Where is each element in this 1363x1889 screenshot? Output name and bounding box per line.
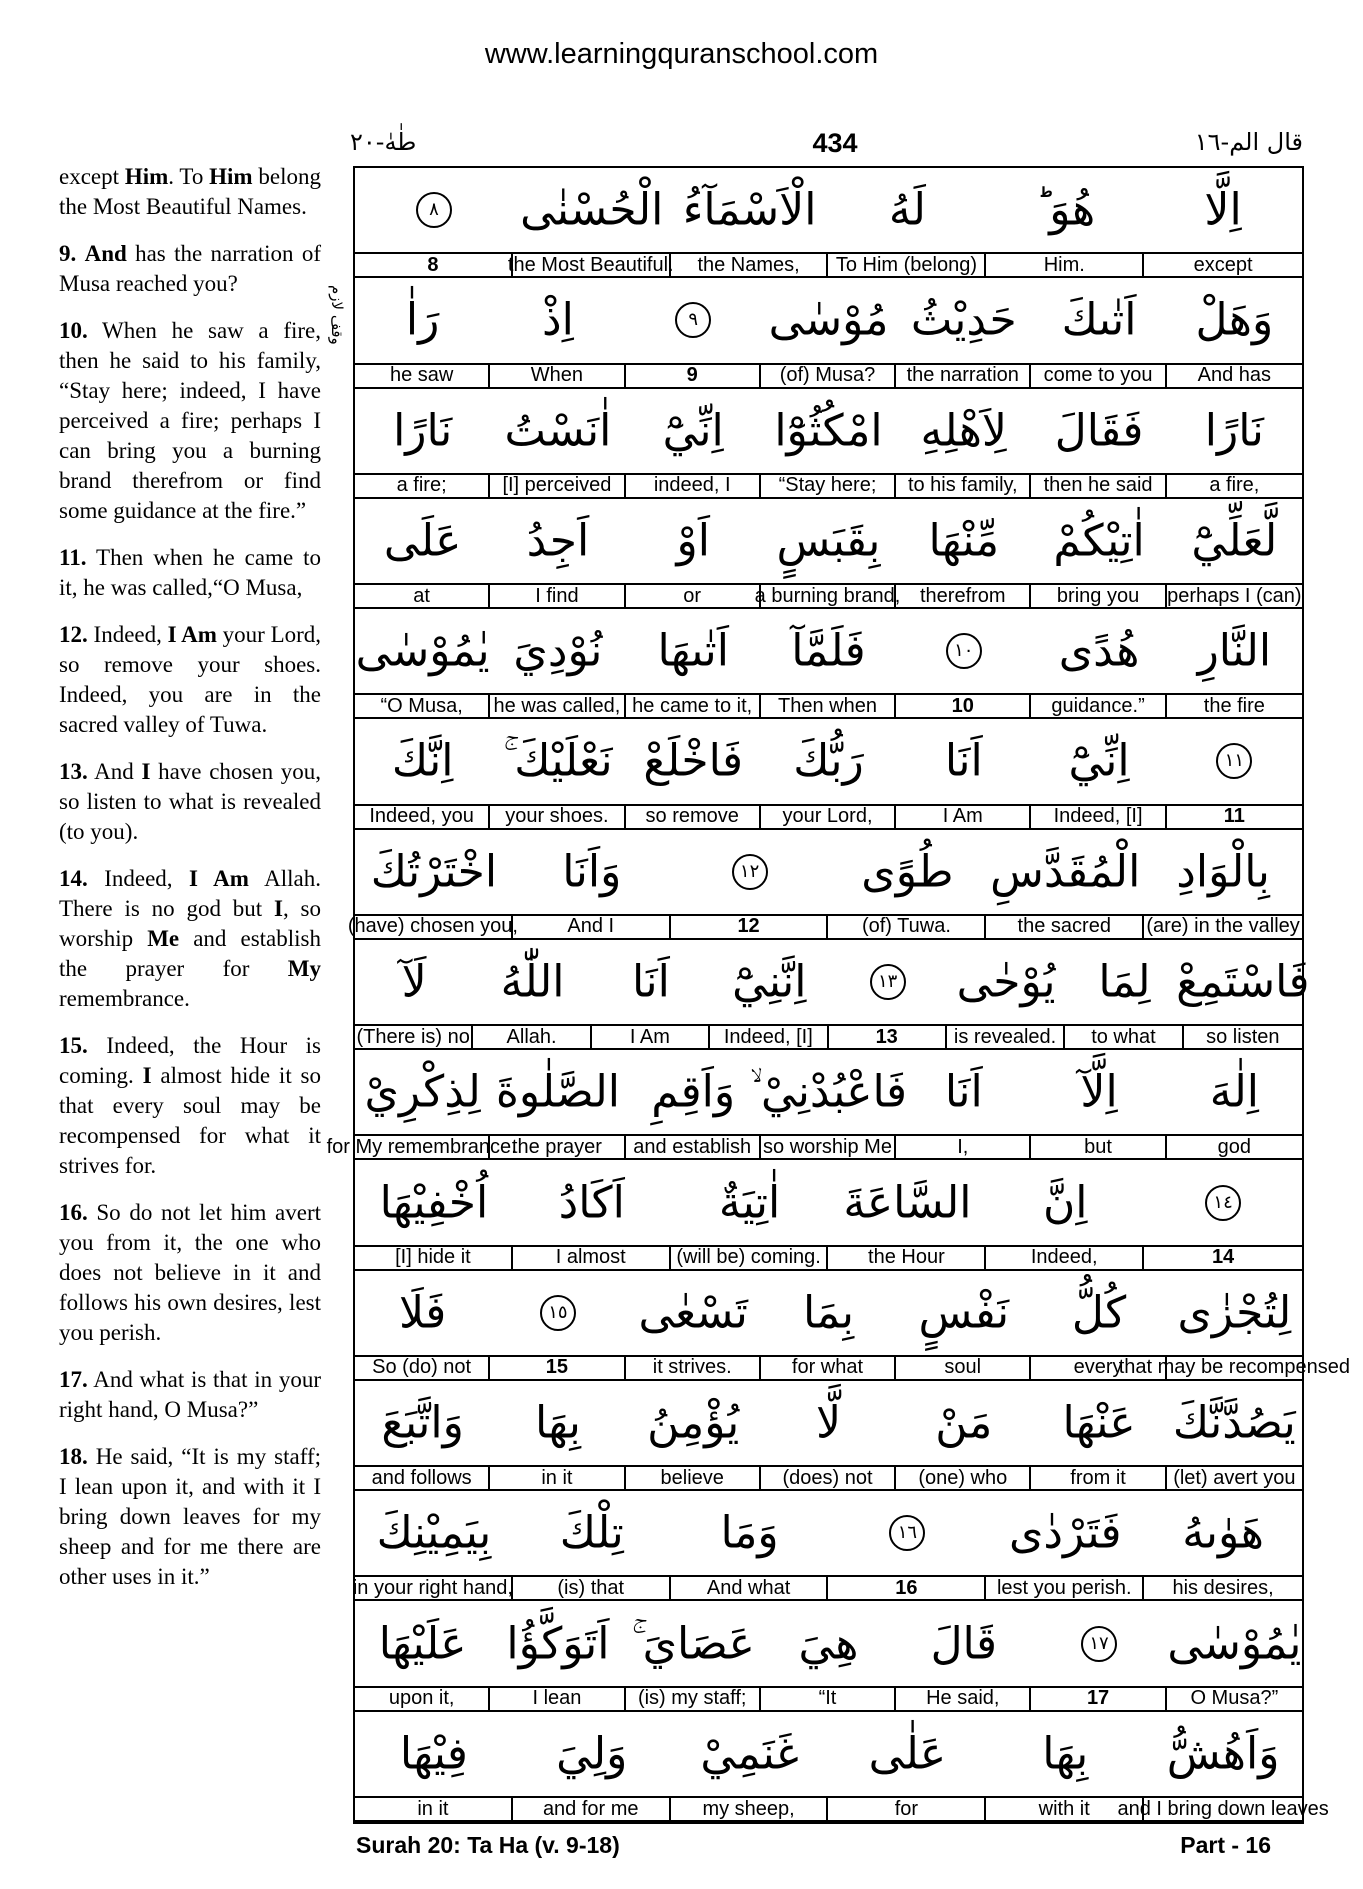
- arabic-word: فَتَرْدٰى: [1008, 1507, 1122, 1559]
- verse-marker: ١٧: [1081, 1626, 1117, 1662]
- arabic-word: يٰمُوْسٰى: [355, 625, 490, 677]
- arabic-word: يُوْحٰى: [956, 956, 1056, 1008]
- translation-text: , so worship: [59, 896, 322, 951]
- arabic-word: فَقَالَ: [1054, 405, 1144, 457]
- translation-text: and establish the prayer for: [59, 926, 321, 981]
- arabic-word: عَلٰى: [868, 1728, 947, 1780]
- arabic-word: اَكَادُ: [558, 1177, 625, 1229]
- arabic-word: نَارًا: [1204, 405, 1264, 457]
- arabic-word: لِذِكْرِيْ: [364, 1066, 481, 1118]
- english-word: the narration: [896, 365, 1031, 387]
- translation-text: Him: [209, 164, 253, 189]
- arabic-word: وَاَنَا: [562, 846, 622, 898]
- arabic-row: [355, 168, 1302, 254]
- english-row: [352, 1576, 1302, 1601]
- arabic-word: فَاخْلَعْ: [643, 735, 744, 787]
- arabic-word: اِلٰهَ: [1209, 1066, 1259, 1118]
- arabic-word: اِلَّآ: [1080, 1066, 1118, 1118]
- english-row: [355, 254, 1302, 278]
- verse-number: 13.: [59, 759, 88, 784]
- arabic-word: يٰمُوْسٰى: [1167, 1618, 1302, 1670]
- arabic-word: اَتٰىهَا: [657, 625, 729, 677]
- translation-text: My: [287, 956, 321, 981]
- english-word: and establish: [626, 1136, 761, 1158]
- english-word: indeed, I: [626, 475, 761, 497]
- translation-text: And: [84, 241, 127, 266]
- arabic-word: عَلَى: [383, 515, 462, 567]
- translation-verse: [59, 239, 321, 299]
- english-word: come to you: [1031, 365, 1166, 387]
- verse-number: 16.: [59, 1200, 88, 1225]
- english-word: in it: [490, 1467, 625, 1489]
- arabic-word: لَآ: [401, 956, 427, 1008]
- translation-verse: [59, 1442, 321, 1592]
- english-word: he was called,: [490, 695, 625, 717]
- english-word: with it: [986, 1798, 1144, 1820]
- translation-text: . To: [168, 164, 210, 189]
- translation-text: Me: [147, 926, 180, 951]
- translation-text: Then when he came to it, he was called,“O Musa,: [59, 545, 321, 600]
- english-word: So (do) not: [355, 1357, 490, 1379]
- english-row: [355, 1688, 1302, 1712]
- translation-text: I: [274, 896, 283, 921]
- translation-text: your Lord, so remove your shoes. Indeed, you are in the sacred valley of Tuwa.: [59, 622, 322, 737]
- arabic-word: هِيَ: [798, 1618, 859, 1670]
- arabic-word: هُوَ ؕ: [1035, 184, 1096, 236]
- english-word: [I] perceived: [490, 475, 625, 497]
- arabic-row: [355, 830, 1302, 916]
- verse-marker: ٩: [675, 302, 711, 338]
- translation-text: remembrance.: [59, 986, 190, 1011]
- arabic-word: اَنَا: [631, 956, 670, 1008]
- translation-verse: [59, 162, 321, 222]
- arabic-word: وَاَقِمِ: [651, 1066, 736, 1118]
- english-word: (of) Tuwa.: [829, 916, 987, 938]
- english-word: I almost: [513, 1247, 671, 1269]
- arabic-word: اَنَا: [944, 1066, 983, 1118]
- arabic-word: تَسْعٰى: [638, 1287, 748, 1339]
- translation-verse: [59, 1031, 321, 1181]
- translation-text: I Am: [189, 866, 249, 891]
- translation-text: I: [142, 1063, 152, 1088]
- arabic-word: اَجِدُ: [526, 515, 590, 567]
- english-word: (are) in the valley: [1146, 915, 1300, 938]
- arabic-word: عَنْهَا: [1062, 1397, 1136, 1449]
- arabic-word: اَوْ: [676, 515, 710, 567]
- header-surah: طٰهٰ-٢٠: [350, 128, 417, 156]
- english-row: [355, 475, 1302, 499]
- translation-verse: [59, 1365, 321, 1425]
- arabic-word: اللّٰهُ: [500, 956, 565, 1008]
- translation-text: I: [141, 759, 151, 784]
- english-word: at: [355, 585, 490, 607]
- arabic-word: تِلْكَ: [559, 1507, 624, 1559]
- english-word: Indeed, you: [355, 806, 490, 828]
- arabic-word: اَنَا: [944, 735, 983, 787]
- arabic-row: [355, 1712, 1302, 1798]
- english-word: in it: [355, 1798, 513, 1820]
- english-word: I Am: [896, 806, 1031, 828]
- verse-marker: ١٤: [1205, 1185, 1241, 1221]
- english-row: [355, 806, 1302, 830]
- english-word: it strives.: [626, 1357, 761, 1379]
- english-word: in your right hand,: [352, 1576, 513, 1599]
- translation-text: He said, “It is my staff; I lean upon it, and with it I bring down leaves for my sheep and for me there are other uses in it.”: [59, 1444, 321, 1589]
- english-word: Then when: [761, 695, 896, 717]
- arabic-word: الْحُسْنٰى: [520, 184, 664, 236]
- arabic-word: اَتَوَكَّؤُا: [506, 1618, 610, 1670]
- footer-part: Part - 16: [1180, 1832, 1271, 1858]
- arabic-word: نَفْسٍ: [918, 1287, 1010, 1339]
- translation-verse: [59, 864, 321, 1014]
- english-word: to what: [1065, 1026, 1183, 1048]
- verse-marker: ١٦: [889, 1515, 925, 1551]
- verse-number-cell: 13: [829, 1026, 947, 1048]
- english-word: O Musa?”: [1190, 1687, 1279, 1710]
- arabic-row: [355, 278, 1302, 364]
- english-word: a fire,: [1209, 474, 1260, 497]
- verse-number-cell: 15: [490, 1357, 625, 1379]
- verse-number-cell: 8: [355, 254, 513, 276]
- translation-text: Indeed,: [93, 622, 168, 647]
- english-word: I,: [896, 1136, 1031, 1158]
- header-part: قال الم-١٦: [1194, 128, 1303, 156]
- arabic-row: [355, 1601, 1302, 1687]
- english-word: (one) who: [896, 1467, 1031, 1489]
- english-word: (have) chosen you,: [347, 915, 518, 938]
- arabic-word: اِلَّا: [1204, 184, 1242, 236]
- english-word: the Hour: [829, 1247, 987, 1269]
- english-word: To Him (belong): [829, 254, 987, 276]
- translation-text: And what is that in your right hand, O Musa?”: [59, 1367, 321, 1422]
- english-word: And I: [513, 916, 671, 938]
- english-word: and I bring down leaves: [1117, 1797, 1329, 1820]
- arabic-word: طُوًى: [861, 846, 954, 898]
- english-word: believe: [626, 1467, 761, 1489]
- arabic-word: بِقَبَسٍ: [776, 515, 881, 567]
- english-row: [355, 695, 1302, 719]
- english-word: (is) my staff;: [626, 1688, 761, 1710]
- arabic-row: [355, 940, 1310, 1026]
- arabic-row: [355, 1050, 1302, 1136]
- english-word: your Lord,: [761, 806, 896, 828]
- verse-marker: ١٥: [540, 1295, 576, 1331]
- arabic-word: اٰتِيَةٌ: [718, 1177, 781, 1229]
- english-word: I find: [490, 585, 625, 607]
- arabic-word: كُلُّ: [1071, 1287, 1127, 1339]
- arabic-word: لِمَا: [1098, 956, 1151, 1008]
- arabic-word: غَنَمِيْ: [700, 1728, 799, 1780]
- arabic-word: عَلَيْهَا: [378, 1618, 467, 1670]
- english-word: “It: [761, 1688, 896, 1710]
- english-word: “Stay here;: [761, 475, 896, 497]
- english-word: and follows: [355, 1467, 490, 1489]
- arabic-word: قَالَ: [930, 1618, 997, 1670]
- english-word: the fire: [1203, 694, 1265, 717]
- english-word: Indeed, [I]: [1031, 806, 1166, 828]
- english-word: the prayer: [490, 1136, 625, 1158]
- arabic-word: اِنَّكَ: [391, 735, 454, 787]
- english-word: the Most Beautiful.: [507, 253, 674, 276]
- english-word: lest you perish.: [986, 1577, 1144, 1599]
- arabic-word: وَهَلْ: [1195, 294, 1274, 346]
- verse-number: 9.: [59, 241, 77, 266]
- english-word: Indeed,: [986, 1247, 1144, 1269]
- english-word: for: [829, 1798, 987, 1820]
- arabic-word: اِنِّيْٓ: [662, 405, 724, 457]
- verse-number: 18.: [59, 1444, 88, 1469]
- arabic-word: اِنِّيْٓ: [1068, 735, 1130, 787]
- arabic-row: [355, 1491, 1302, 1577]
- verse-marker: ١٣: [870, 964, 906, 1000]
- english-word: the Names,: [671, 254, 829, 276]
- arabic-word: اٰنَسْتُ: [504, 405, 612, 457]
- translation-verse: [59, 316, 321, 526]
- english-word: except: [1193, 253, 1253, 276]
- english-word: my sheep,: [671, 1798, 829, 1820]
- english-word: Him.: [986, 254, 1144, 276]
- arabic-word: النَّارِ: [1197, 625, 1272, 677]
- english-word: therefrom: [896, 585, 1031, 607]
- arabic-row: [355, 389, 1302, 475]
- english-row: [355, 1356, 1350, 1381]
- verse-number-cell: 11: [1223, 805, 1245, 828]
- arabic-word: اُخْفِيْهَا: [379, 1177, 489, 1229]
- arabic-word: الْاَسْمَآءُ: [682, 184, 817, 236]
- arabic-row: [355, 1160, 1302, 1246]
- translation-text: Indeed,: [104, 866, 190, 891]
- arabic-word: هُدًى: [1058, 625, 1140, 677]
- verse-number: 17.: [59, 1367, 88, 1392]
- english-word: for My remembrance.: [326, 1135, 517, 1158]
- verse-marker: ١٢: [732, 854, 768, 890]
- arabic-word: هَوٰىهُ: [1182, 1507, 1264, 1559]
- english-row: [347, 915, 1302, 940]
- arabic-word: بِمَا: [802, 1287, 855, 1339]
- arabic-word: عَصَايَ ۚ: [631, 1618, 755, 1670]
- site-url: www.learningquranschool.com: [484, 38, 879, 70]
- english-word: from it: [1031, 1467, 1166, 1489]
- english-word: then he said: [1031, 475, 1166, 497]
- english-word: upon it,: [355, 1688, 490, 1710]
- arabic-word: لِاَهْلِهِ: [920, 405, 1008, 457]
- verse-number-cell: 16: [829, 1577, 987, 1599]
- english-word: (is) that: [513, 1577, 671, 1599]
- margin-note: وقف لازم: [328, 285, 346, 345]
- english-word: (of) Musa?: [761, 365, 896, 387]
- arabic-word: اِذْ: [542, 294, 574, 346]
- english-row: [355, 1467, 1302, 1491]
- english-word: to his family,: [896, 475, 1031, 497]
- english-row: [355, 1797, 1329, 1822]
- arabic-word: اِنَّ: [1042, 1177, 1088, 1229]
- arabic-word: نَعْلَيْكَ ۚ: [503, 735, 613, 787]
- arabic-word: اِنَّنِيْٓ: [732, 956, 807, 1008]
- translation-text: except: [59, 164, 125, 189]
- translation-column: [59, 162, 321, 1609]
- english-word: or: [626, 585, 761, 607]
- arabic-word: بِهَا: [534, 1397, 581, 1449]
- english-word: And has: [1197, 364, 1272, 387]
- translation-text: Him: [124, 164, 169, 189]
- english-word: so worship Me: [761, 1136, 896, 1158]
- arabic-word: لَّعَلِّيْٓ: [1191, 515, 1278, 567]
- english-word: soul: [896, 1357, 1031, 1379]
- translation-text: Indeed, the Hour is coming.: [59, 1033, 321, 1088]
- verse-number: 12.: [59, 622, 88, 647]
- arabic-row: [355, 499, 1302, 585]
- arabic-row: [355, 719, 1302, 805]
- verse-number: 10.: [59, 318, 88, 343]
- arabic-word: حَدِيْثُ: [910, 294, 1017, 346]
- verse-number-cell: 17: [1031, 1688, 1166, 1710]
- english-word: and for me: [513, 1798, 671, 1820]
- english-word: every: [1031, 1357, 1166, 1379]
- english-word: And what: [671, 1577, 829, 1599]
- arabic-word: بِالْوَادِ: [1176, 846, 1270, 898]
- translation-text: Allah. There is no god but: [59, 866, 321, 921]
- arabic-word: وَلِيَ: [556, 1728, 628, 1780]
- verse-number-cell: 14: [1211, 1246, 1235, 1269]
- arabic-word: اَتٰىكَ: [1061, 294, 1137, 346]
- footer-surah: Surah 20: Ta Ha (v. 9-18): [356, 1832, 620, 1858]
- arabic-word: فَلَا: [398, 1287, 447, 1339]
- arabic-word: الصَّلٰوةَ: [495, 1066, 620, 1118]
- translation-text: And: [94, 759, 142, 784]
- arabic-row: [355, 1381, 1302, 1467]
- translation-verse: [59, 543, 321, 603]
- page-number: 434: [812, 128, 858, 158]
- verse-marker: ١١: [1216, 743, 1252, 779]
- arabic-word: فِيْهَا: [399, 1728, 468, 1780]
- arabic-word: وَمَا: [720, 1507, 779, 1559]
- english-row: [355, 1026, 1302, 1050]
- english-word: (There is) no: [355, 1026, 473, 1048]
- arabic-word: اخْتَرْتُكَ: [370, 846, 498, 898]
- english-word: (does) not: [761, 1467, 896, 1489]
- english-word: his desires,: [1172, 1576, 1274, 1599]
- translation-text: has the narration of Musa reached you?: [59, 241, 322, 296]
- english-row: [355, 365, 1302, 389]
- english-word: he came to it,: [626, 695, 761, 717]
- english-word: is revealed.: [947, 1026, 1065, 1048]
- english-word: your shoes.: [490, 806, 625, 828]
- translation-text: So do not let him avert you from it, the one who does not believe in it and follows his own desires, lest you perish.: [59, 1200, 321, 1345]
- arabic-word: يَصُدَّنَّكَ: [1172, 1397, 1296, 1449]
- english-word: he saw: [355, 365, 490, 387]
- arabic-word: لِتُجْزٰى: [1177, 1287, 1292, 1339]
- arabic-word: يُؤْمِنُ: [647, 1397, 740, 1449]
- arabic-word: اٰتِيْكُمْ: [1053, 515, 1145, 567]
- english-word: but: [1031, 1136, 1166, 1158]
- english-word: bring you: [1031, 585, 1166, 607]
- english-word: that may be recompensed: [1118, 1356, 1350, 1379]
- english-word: He said,: [896, 1688, 1031, 1710]
- translation-text: When he saw a fire, then he said to his family, “Stay here; indeed, I have perceived a fire; perhaps I can bring you a burning brand therefrom or find some guidance at the fire.”: [59, 318, 321, 523]
- english-word: so listen: [1206, 1025, 1280, 1048]
- english-word: (let) avert you: [1173, 1466, 1296, 1489]
- english-word: (will be) coming.: [671, 1247, 829, 1269]
- arabic-word: مَنْ: [935, 1397, 993, 1449]
- english-word: a fire;: [355, 475, 490, 497]
- english-word: Indeed, [I]: [710, 1026, 828, 1048]
- verse-number: 11.: [59, 545, 87, 570]
- arabic-word: نَارًا: [393, 405, 453, 457]
- arabic-word: فَاعْبُدْنِيْ ۙ: [750, 1066, 907, 1118]
- verse-marker: ١٠: [946, 633, 982, 669]
- arabic-word: وَاتَّبَعَ: [381, 1397, 464, 1449]
- translation-text: I Am: [167, 622, 217, 647]
- arabic-row: [355, 1271, 1302, 1357]
- translation-verse: [59, 620, 321, 740]
- arabic-word: لَّا: [815, 1397, 842, 1449]
- arabic-word: مِّنْهَا: [928, 515, 1000, 567]
- translation-verse: [59, 757, 321, 847]
- translation-text: have chosen you, so listen to what is revealed (to you).: [59, 759, 321, 844]
- verse-number: 15.: [59, 1033, 88, 1058]
- english-word: god: [1217, 1135, 1252, 1158]
- english-word: I lean: [490, 1688, 625, 1710]
- arabic-word: فَاسْتَمِعْ: [1176, 956, 1310, 1008]
- english-word: so remove: [626, 806, 761, 828]
- arabic-word: مُوْسٰى: [768, 294, 889, 346]
- verse-number-cell: 12: [671, 916, 829, 938]
- arabic-word: لَهُ: [888, 184, 926, 236]
- arabic-word: امْكُثُوْٓا: [774, 405, 883, 457]
- translation-text: almost hide it so that every soul may be recompensed for what it strives for.: [59, 1063, 321, 1178]
- arabic-word: بِيَمِيْنِكَ: [376, 1507, 492, 1559]
- english-word: for what: [761, 1357, 896, 1379]
- english-word: guidance.”: [1031, 695, 1166, 717]
- arabic-word: نُوْدِيَ: [513, 625, 603, 677]
- english-word: a burning brand,: [754, 584, 901, 607]
- verse-marker: ٨: [416, 192, 452, 228]
- english-word: Allah.: [473, 1026, 591, 1048]
- english-word: perhaps I (can): [1167, 584, 1302, 607]
- english-row: [355, 585, 1302, 609]
- translation-text: belong the Most Beautiful Names.: [59, 164, 321, 219]
- english-word: When: [490, 365, 625, 387]
- arabic-word: الْمُقَدَّسِ: [990, 846, 1141, 898]
- arabic-word: فَلَمَّآ: [791, 625, 866, 677]
- verse-number: 14.: [59, 866, 88, 891]
- arabic-word: بِهَا: [1042, 1728, 1089, 1780]
- english-word: [I] hide it: [355, 1247, 513, 1269]
- arabic-word: وَاَهُشُّ: [1166, 1728, 1280, 1780]
- english-word: the sacred: [986, 916, 1144, 938]
- english-row: [326, 1135, 1302, 1160]
- verse-number-cell: 9: [626, 365, 761, 387]
- english-word: I Am: [592, 1026, 710, 1048]
- arabic-word: رَبُّكَ: [793, 735, 864, 787]
- arabic-word: السَّاعَةَ: [843, 1177, 972, 1229]
- verse-number-cell: 10: [896, 695, 1031, 717]
- english-row: [355, 1247, 1302, 1271]
- translation-verse: [59, 1198, 321, 1348]
- arabic-word: رَاٰ: [405, 294, 440, 346]
- arabic-row: [355, 609, 1302, 695]
- english-word: “O Musa,: [355, 695, 490, 717]
